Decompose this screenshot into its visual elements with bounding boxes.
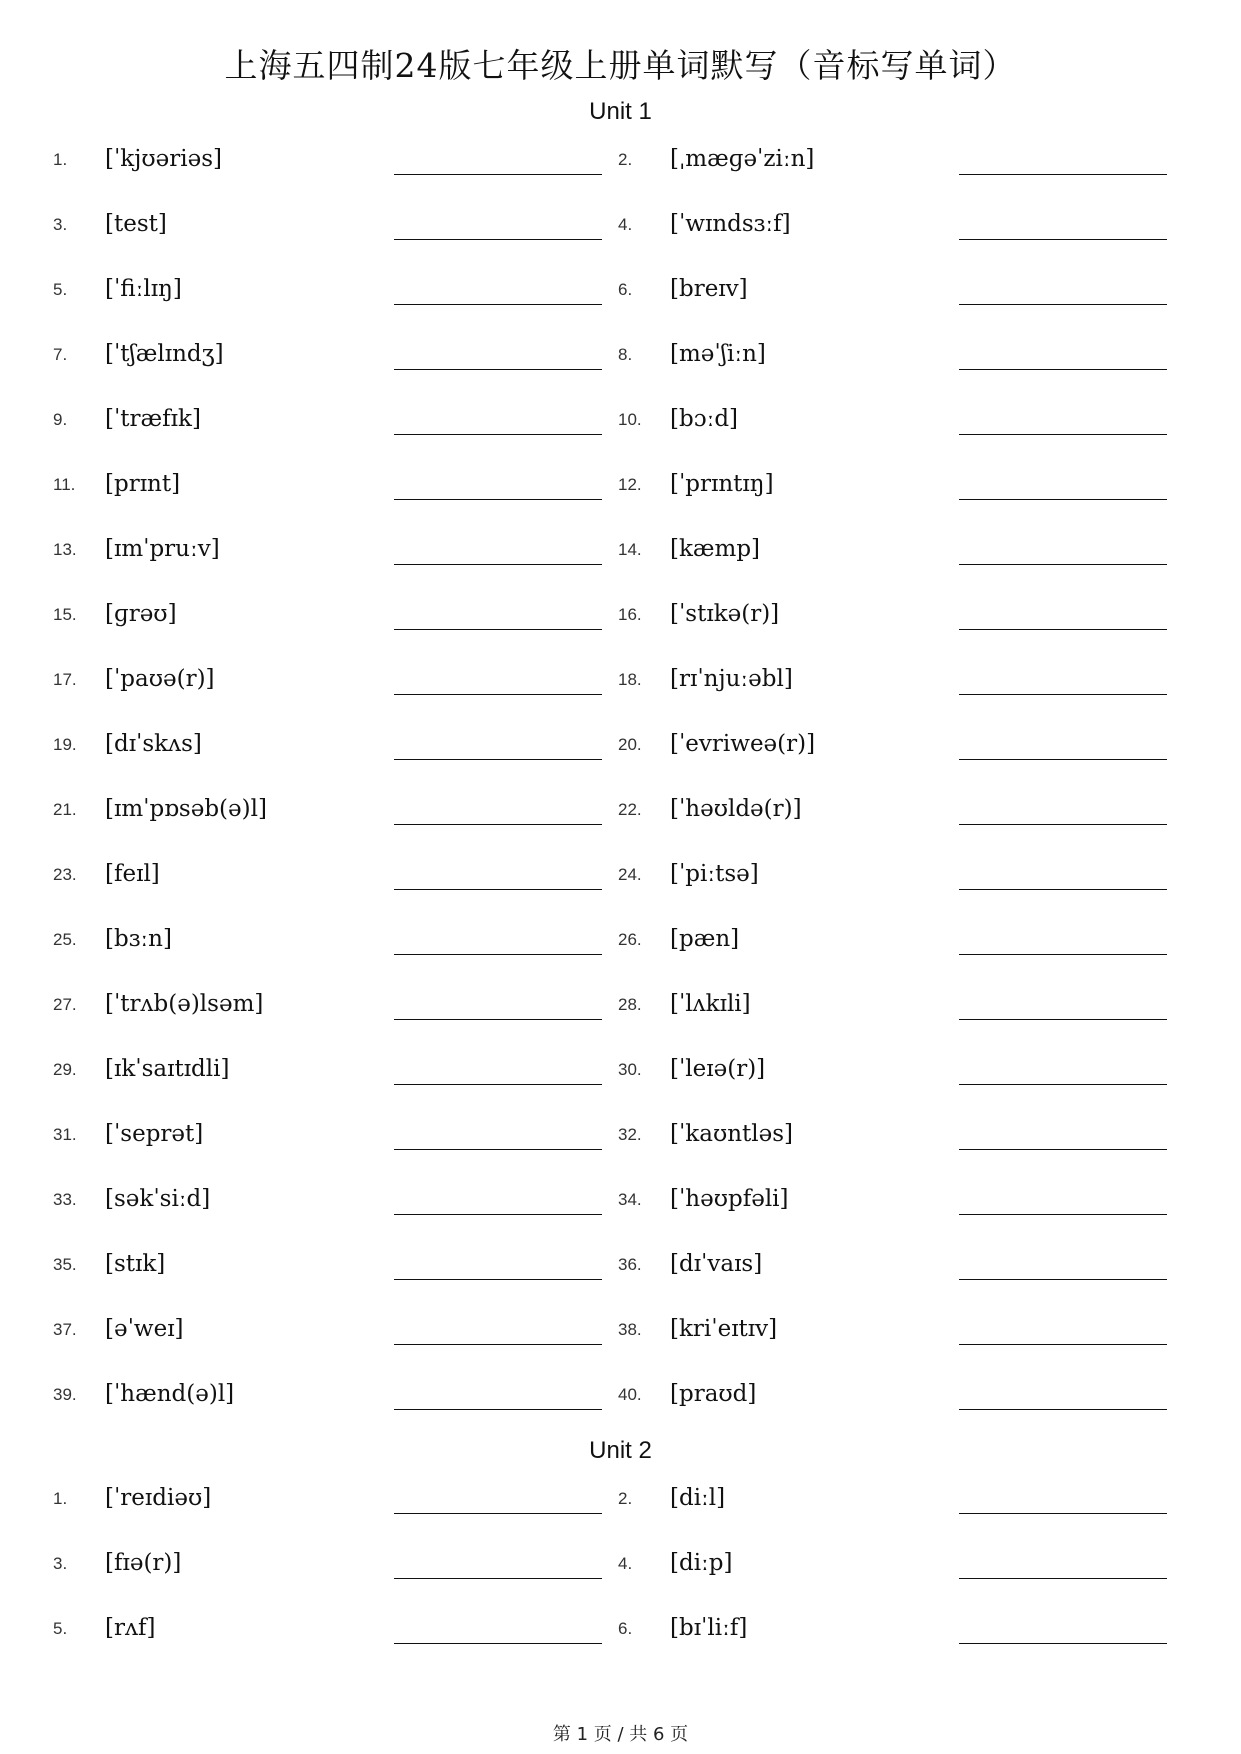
item-number: 15. xyxy=(53,605,77,624)
answer-blank[interactable] xyxy=(959,1149,1167,1150)
item-number: 14. xyxy=(618,540,642,559)
answer-blank[interactable] xyxy=(394,304,602,305)
answer-blank[interactable] xyxy=(394,564,602,565)
phonetic-transcription: [ˈtʃælɪndʒ] xyxy=(105,341,224,367)
item-number: 4. xyxy=(618,1554,633,1573)
phonetic-transcription: [ˈhəʊpfəli] xyxy=(670,1186,789,1212)
item-number: 16. xyxy=(618,605,642,624)
answer-blank[interactable] xyxy=(959,1513,1167,1514)
item-number: 34. xyxy=(618,1190,642,1209)
phonetic-transcription: [ˈleɪə(r)] xyxy=(670,1056,766,1082)
phonetic-transcription: [ɪmˈpruːv] xyxy=(105,536,220,562)
answer-blank[interactable] xyxy=(959,564,1167,565)
item-number: 33. xyxy=(53,1190,77,1209)
item-number: 19. xyxy=(53,735,77,754)
answer-blank[interactable] xyxy=(394,1149,602,1150)
phonetic-transcription: [diːp] xyxy=(670,1550,733,1576)
item-number: 11. xyxy=(53,475,76,494)
phonetic-transcription: [diːl] xyxy=(670,1485,726,1511)
answer-blank[interactable] xyxy=(959,1409,1167,1410)
answer-blank[interactable] xyxy=(394,1344,602,1345)
answer-blank[interactable] xyxy=(959,239,1167,240)
item-number: 13. xyxy=(53,540,77,559)
page-title: 上海五四制24版七年级上册单词默写（音标写单词） xyxy=(224,46,1017,85)
answer-blank[interactable] xyxy=(394,239,602,240)
item-number: 26. xyxy=(618,930,642,949)
item-number: 5. xyxy=(53,280,68,299)
answer-blank[interactable] xyxy=(959,1344,1167,1345)
item-number: 3. xyxy=(53,1554,68,1573)
answer-blank[interactable] xyxy=(394,434,602,435)
phonetic-transcription: [səkˈsiːd] xyxy=(105,1186,211,1212)
item-number: 12. xyxy=(618,475,642,494)
phonetic-transcription: [ˈevriweə(r)] xyxy=(670,731,816,757)
answer-blank[interactable] xyxy=(394,1084,602,1085)
answer-blank[interactable] xyxy=(959,759,1167,760)
phonetic-transcription: [ɪmˈpɒsəb(ə)l] xyxy=(105,796,267,822)
answer-blank[interactable] xyxy=(394,1279,602,1280)
answer-blank[interactable] xyxy=(959,1643,1167,1644)
answer-blank[interactable] xyxy=(394,1643,602,1644)
item-number: 25. xyxy=(53,930,77,949)
phonetic-transcription: [ˈhəʊldə(r)] xyxy=(670,796,802,822)
phonetic-transcription: [breɪv] xyxy=(670,276,748,302)
answer-blank[interactable] xyxy=(959,304,1167,305)
item-number: 40. xyxy=(618,1385,642,1404)
item-number: 18. xyxy=(618,670,642,689)
unit-2-heading: Unit 2 xyxy=(589,1437,652,1464)
phonetic-transcription: [ˈfiːlɪŋ] xyxy=(105,276,182,302)
unit-1-heading: Unit 1 xyxy=(589,98,652,125)
answer-blank[interactable] xyxy=(394,1409,602,1410)
item-number: 9. xyxy=(53,410,68,429)
answer-blank[interactable] xyxy=(394,1513,602,1514)
item-number: 1. xyxy=(53,150,68,169)
phonetic-transcription: [ˈpaʊə(r)] xyxy=(105,666,215,692)
phonetic-transcription: [stɪk] xyxy=(105,1251,166,1277)
item-number: 27. xyxy=(53,995,77,1014)
phonetic-transcription: [ˈprɪntɪŋ] xyxy=(670,471,774,497)
item-number: 4. xyxy=(618,215,633,234)
phonetic-transcription: [rɪˈnjuːəbl] xyxy=(670,666,793,692)
phonetic-transcription: [ˈkaʊntləs] xyxy=(670,1121,794,1147)
phonetic-transcription: [test] xyxy=(105,211,167,237)
phonetic-transcription: [ˈreɪdiəʊ] xyxy=(105,1485,212,1511)
item-number: 17. xyxy=(53,670,77,689)
answer-blank[interactable] xyxy=(959,499,1167,500)
phonetic-transcription: [kriˈeɪtɪv] xyxy=(670,1316,778,1342)
phonetic-transcription: [əˈweɪ] xyxy=(105,1316,184,1342)
item-number: 6. xyxy=(618,1619,633,1638)
answer-blank[interactable] xyxy=(394,759,602,760)
item-number: 21. xyxy=(53,800,77,819)
item-number: 3. xyxy=(53,215,68,234)
phonetic-transcription: [dɪˈvaɪs] xyxy=(670,1251,763,1277)
phonetic-transcription: [rʌf] xyxy=(105,1615,156,1641)
item-number: 22. xyxy=(618,800,642,819)
answer-blank[interactable] xyxy=(959,1578,1167,1579)
item-number: 36. xyxy=(618,1255,642,1274)
phonetic-transcription: [ˈseprət] xyxy=(105,1121,204,1147)
item-number: 32. xyxy=(618,1125,642,1144)
answer-blank[interactable] xyxy=(394,824,602,825)
phonetic-transcription: [məˈʃiːn] xyxy=(670,341,766,367)
item-number: 2. xyxy=(618,150,633,169)
phonetic-transcription: [ɪkˈsaɪtɪdli] xyxy=(105,1056,230,1082)
item-number: 23. xyxy=(53,865,77,884)
item-number: 1. xyxy=(53,1489,68,1508)
answer-blank[interactable] xyxy=(394,1214,602,1215)
answer-blank[interactable] xyxy=(959,1214,1167,1215)
item-number: 39. xyxy=(53,1385,77,1404)
item-number: 24. xyxy=(618,865,642,884)
phonetic-transcription: [kæmp] xyxy=(670,536,761,562)
answer-blank[interactable] xyxy=(394,1019,602,1020)
answer-blank[interactable] xyxy=(959,694,1167,695)
answer-blank[interactable] xyxy=(394,499,602,500)
answer-blank[interactable] xyxy=(959,629,1167,630)
answer-blank[interactable] xyxy=(394,954,602,955)
item-number: 28. xyxy=(618,995,642,1014)
answer-blank[interactable] xyxy=(959,1279,1167,1280)
phonetic-transcription: [prɪnt] xyxy=(105,471,181,497)
phonetic-transcription: [ɡrəʊ] xyxy=(105,601,177,627)
answer-blank[interactable] xyxy=(394,174,602,175)
item-number: 10. xyxy=(618,410,642,429)
phonetic-transcription: [dɪˈskʌs] xyxy=(105,731,202,757)
answer-blank[interactable] xyxy=(394,629,602,630)
item-number: 35. xyxy=(53,1255,77,1274)
phonetic-transcription: [ˈlʌkɪli] xyxy=(670,991,751,1017)
answer-blank[interactable] xyxy=(959,1019,1167,1020)
item-number: 20. xyxy=(618,735,642,754)
item-number: 29. xyxy=(53,1060,77,1079)
page-footer: 第 1 页 / 共 6 页 xyxy=(552,1724,689,1745)
item-number: 6. xyxy=(618,280,633,299)
phonetic-transcription: [ˈtrʌb(ə)lsəm] xyxy=(105,991,264,1017)
answer-blank[interactable] xyxy=(959,824,1167,825)
phonetic-transcription: [fɪə(r)] xyxy=(105,1550,182,1576)
phonetic-transcription: [ˈstɪkə(r)] xyxy=(670,601,780,627)
phonetic-transcription: [ˈwɪndsɜːf] xyxy=(670,211,791,237)
answer-blank[interactable] xyxy=(959,174,1167,175)
answer-blank[interactable] xyxy=(959,434,1167,435)
answer-blank[interactable] xyxy=(394,1578,602,1579)
item-number: 31. xyxy=(53,1125,77,1144)
item-number: 5. xyxy=(53,1619,68,1638)
item-number: 37. xyxy=(53,1320,77,1339)
phonetic-transcription: [bɜːn] xyxy=(105,926,172,952)
answer-blank[interactable] xyxy=(959,954,1167,955)
item-number: 8. xyxy=(618,345,633,364)
phonetic-transcription: [ˈtræfɪk] xyxy=(105,406,201,432)
phonetic-transcription: [ˈkjʊəriəs] xyxy=(105,146,222,172)
answer-blank[interactable] xyxy=(959,889,1167,890)
answer-blank[interactable] xyxy=(959,369,1167,370)
phonetic-transcription: [praʊd] xyxy=(670,1381,757,1407)
phonetic-transcription: [pæn] xyxy=(670,926,740,952)
phonetic-transcription: [ˈhænd(ə)l] xyxy=(105,1381,235,1407)
answer-blank[interactable] xyxy=(959,1084,1167,1085)
answer-blank[interactable] xyxy=(394,369,602,370)
phonetic-transcription: [ˈpiːtsə] xyxy=(670,861,759,887)
item-number: 2. xyxy=(618,1489,633,1508)
item-number: 7. xyxy=(53,345,68,364)
answer-blank[interactable] xyxy=(394,889,602,890)
phonetic-transcription: [ˌmæɡəˈziːn] xyxy=(670,146,815,172)
phonetic-transcription: [bɪˈliːf] xyxy=(670,1615,748,1641)
phonetic-transcription: [feɪl] xyxy=(105,861,160,887)
item-number: 38. xyxy=(618,1320,642,1339)
phonetic-transcription: [bɔːd] xyxy=(670,406,739,432)
item-number: 30. xyxy=(618,1060,642,1079)
answer-blank[interactable] xyxy=(394,694,602,695)
